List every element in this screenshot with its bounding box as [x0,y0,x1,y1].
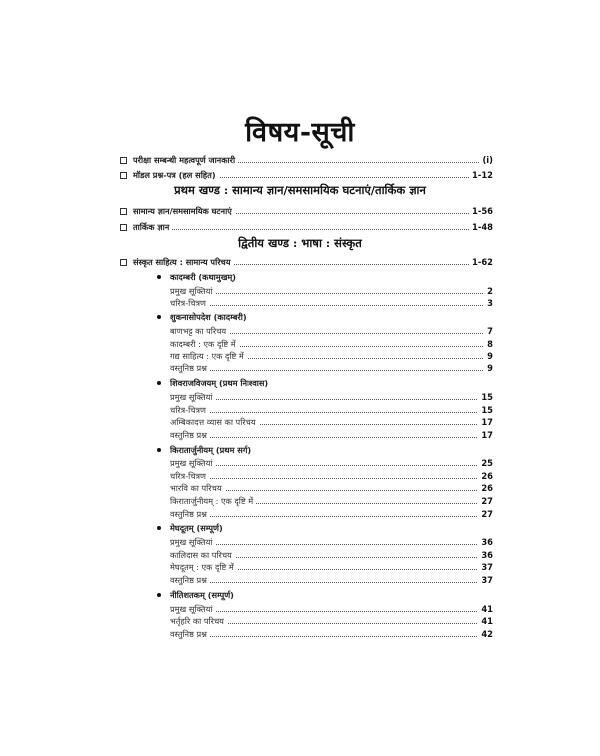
toc-subentry-page: 36 [478,535,493,549]
toc-subentry[interactable] [0,614,600,628]
toc-subentry-page: 8 [484,337,493,351]
chapter-heading[interactable] [0,588,600,602]
toc-entry-page: 1-62 [469,255,493,269]
toc-subentry[interactable] [0,560,600,574]
toc-subentry-label: प्रमुख सूक्तियां [170,456,215,470]
dot-leader [172,544,493,545]
toc-subentry-page: 27 [478,494,493,508]
page-title: विषय-सूची [245,117,355,148]
section-heading: द्वितीय खण्ड : भाषा : संस्कृत [238,236,362,250]
toc-subentry-label: किरातार्जुनीयम् : एक दृष्टि में [170,494,256,508]
toc-entry-page: 1-56 [469,204,493,218]
chapter-title: किरातार्जुनीयम् (प्रथम सर्ग) [170,443,254,457]
toc-subentry-label: अम्बिकादत्त व्यास का परिचय [170,415,259,429]
toc-subentry-page: 15 [478,390,493,404]
toc-entry-page: 1-12 [469,168,493,182]
toc-subentry-page: 9 [484,349,493,363]
toc-entry-page: 1-48 [469,220,493,234]
chapter-title: नीतिशतकम् (सम्पूर्ण) [170,588,237,602]
dot-leader [136,229,493,230]
checkbox-icon [120,259,127,266]
toc-entry-label: परीक्षा सम्बन्धी महत्वपूर्ण जानकारी [133,153,238,167]
bullet-icon [157,381,161,385]
toc-subentry-label: बाणभट्ट का परिचय [170,324,229,338]
toc-subentry-label: प्रमुख सूक्तियां [170,602,215,616]
toc-subentry-page: 17 [478,428,493,442]
toc-subentry[interactable] [0,361,600,375]
toc-subentry[interactable] [0,507,600,521]
toc-subentry-page: 7 [484,324,493,338]
checkbox-icon [120,172,127,179]
chapter-heading[interactable] [0,310,600,324]
toc-subentry-label: कालिदास का परिचय [170,548,235,562]
toc-subentry[interactable] [0,456,600,470]
toc-subentry-label: वस्तुनिष्ठ प्रश्न [170,428,210,442]
toc-subentry-page: 27 [478,507,493,521]
toc-subentry-label: वस्तुनिष्ठ प्रश्न [170,361,210,375]
toc-subentry-label: चरित्र-चित्रण [170,296,209,310]
toc-entry[interactable] [0,220,600,234]
toc-subentry-label: चरित्र-चित्रण [170,403,209,417]
toc-entry-page: (i) [479,153,493,167]
chapter-heading[interactable] [0,443,600,457]
toc-subentry-label: प्रमुख सूक्तियां [170,390,215,404]
dot-leader [172,399,493,400]
toc-entry[interactable] [0,168,600,182]
toc-subentry[interactable] [0,415,600,429]
toc-subentry-label: प्रमुख सूक्तियां [170,535,215,549]
toc-subentry-label: प्रमुख सूक्तियां [170,284,215,298]
dot-leader [172,437,493,438]
dot-leader [172,370,493,371]
dot-leader [172,611,493,612]
chapter-title: शुकनासोपदेश (कादम्बरी) [170,310,250,324]
toc-subentry-label: भर्तृहरि का परिचय [170,614,227,628]
toc-subentry-page: 15 [478,403,493,417]
toc-subentry[interactable] [0,324,600,338]
toc-subentry-page: 36 [478,548,493,562]
toc-subentry-page: 3 [484,296,493,310]
toc-subentry[interactable] [0,296,600,310]
toc-subentry[interactable] [0,390,600,404]
dot-leader [172,582,493,583]
toc-subentry-label: मेघदूतम् : एक दृष्टि में [170,560,237,574]
checkbox-icon [120,224,127,231]
toc-subentry[interactable] [0,535,600,549]
chapter-heading[interactable] [0,521,600,535]
toc-subentry-label: चरित्र-चित्रण [170,469,209,483]
toc-subentry[interactable] [0,627,600,641]
dot-leader [172,293,493,294]
toc-subentry-label: वस्तुनिष्ठ प्रश्न [170,507,210,521]
section-heading: प्रथम खण्ड : सामान्य ज्ञान/समसामयिक घटनाएं/तार्किक ज्ञान [174,183,426,197]
chapter-title: कादम्बरी (कथामुखम्) [170,270,239,284]
toc-subentry[interactable] [0,573,600,587]
toc-subentry-label: भारवि का परिचय [170,481,225,495]
checkbox-icon [120,208,127,215]
toc-entry-label: सामान्य ज्ञान/समसामयिक घटनाएं [133,204,235,218]
toc-entry[interactable] [0,204,600,218]
toc-subentry-page: 9 [484,361,493,375]
dot-leader [172,636,493,637]
toc-subentry-page: 26 [478,481,493,495]
toc-entry-label: तार्किक ज्ञान [133,220,172,234]
bullet-icon [157,526,161,530]
chapter-heading[interactable] [0,270,600,284]
toc-subentry-page: 37 [478,573,493,587]
toc-subentry-page: 17 [478,415,493,429]
toc-subentry-page: 25 [478,456,493,470]
toc-subentry-page: 26 [478,469,493,483]
bullet-icon [157,315,161,319]
toc-subentry[interactable] [0,481,600,495]
checkbox-icon [120,157,127,164]
toc-subentry-page: 41 [478,602,493,616]
toc-entry[interactable] [0,153,600,167]
bullet-icon [157,448,161,452]
toc-subentry-page: 37 [478,560,493,574]
toc-subentry-page: 41 [478,614,493,628]
chapter-title: मेघदूतम् (सम्पूर्ण) [170,521,226,535]
dot-leader [172,516,493,517]
toc-subentry-label: वस्तुनिष्ठ प्रश्न [170,573,210,587]
toc-subentry[interactable] [0,428,600,442]
toc-subentry[interactable] [0,494,600,508]
toc-subentry-page: 2 [484,284,493,298]
dot-leader [172,478,493,479]
chapter-title: शिवराजविजयम् (प्रथम निःश्वास) [170,376,271,390]
dot-leader [172,305,493,306]
toc-entry[interactable] [0,255,600,269]
toc-subentry-label: वस्तुनिष्ठ प्रश्न [170,627,210,641]
bullet-icon [157,593,161,597]
toc-entry-label: मॉडल प्रश्न-पत्र (हल सहित) [133,168,219,182]
toc-subentry-label: गद्य साहित्य : एक दृष्टि में [170,349,247,363]
chapter-heading[interactable] [0,376,600,390]
toc-entry-label: संस्कृत साहित्य : सामान्य परिचय [133,255,234,269]
bullet-icon [157,275,161,279]
dot-leader [172,412,493,413]
toc-subentry-page: 42 [478,627,493,641]
toc-subentry-label: कादम्बरी : एक दृष्टि में [170,337,239,351]
dot-leader [172,465,493,466]
